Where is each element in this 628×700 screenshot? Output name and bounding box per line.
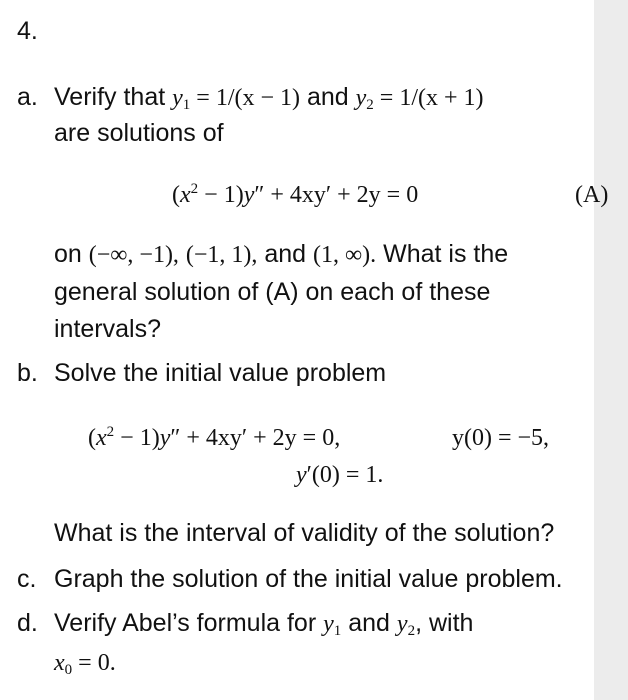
equation-tag-a: (A)	[575, 182, 609, 208]
part-a-marker: a.	[17, 83, 38, 111]
part-d-x0: $x_0 = 0$.	[54, 650, 116, 678]
equation-b: $(x^2 - 1)y'' + 4xy' + 2y = 0$,	[88, 424, 341, 451]
part-a-line1	[54, 82, 484, 113]
part-a-line2: are solutions of	[54, 119, 224, 147]
part-a-intervals-line: on (−∞, −1), (−1, 1), and (1, ∞). What is the	[54, 240, 509, 268]
part-b-text: Solve the initial value problem	[54, 359, 387, 387]
equation-a: $(x^2 - 1)y'' + 4xy' + 2y = 0$	[172, 181, 419, 208]
scrollbar[interactable]	[594, 0, 628, 700]
part-a-verify-text: Verify that	[54, 83, 166, 111]
part-a-question-line2: general solution of (A) on each of these	[54, 278, 491, 306]
part-b-question: What is the interval of validity of the solution?	[54, 519, 555, 547]
y1-definition: $y_1 = 1/(x - 1)$	[172, 85, 301, 113]
part-d-marker: d.	[17, 609, 38, 637]
part-c-marker: c.	[17, 565, 37, 593]
part-c-text: Graph the solution of the initial value problem.	[54, 565, 563, 593]
initial-condition-y: y(0) = −5,	[452, 425, 550, 451]
initial-condition-yprime: y′(0) = 1.	[296, 462, 384, 488]
part-a-question-line3: intervals?	[54, 315, 161, 343]
part-d-line1: Verify Abel’s formula for $y_1$ and $y_2$, with	[54, 609, 474, 639]
problem-number: 4.	[17, 17, 38, 45]
y2-definition: $y_2 = 1/(x + 1)$	[355, 85, 484, 113]
part-b-marker: b.	[17, 359, 38, 387]
part-a-and: and	[306, 83, 349, 111]
